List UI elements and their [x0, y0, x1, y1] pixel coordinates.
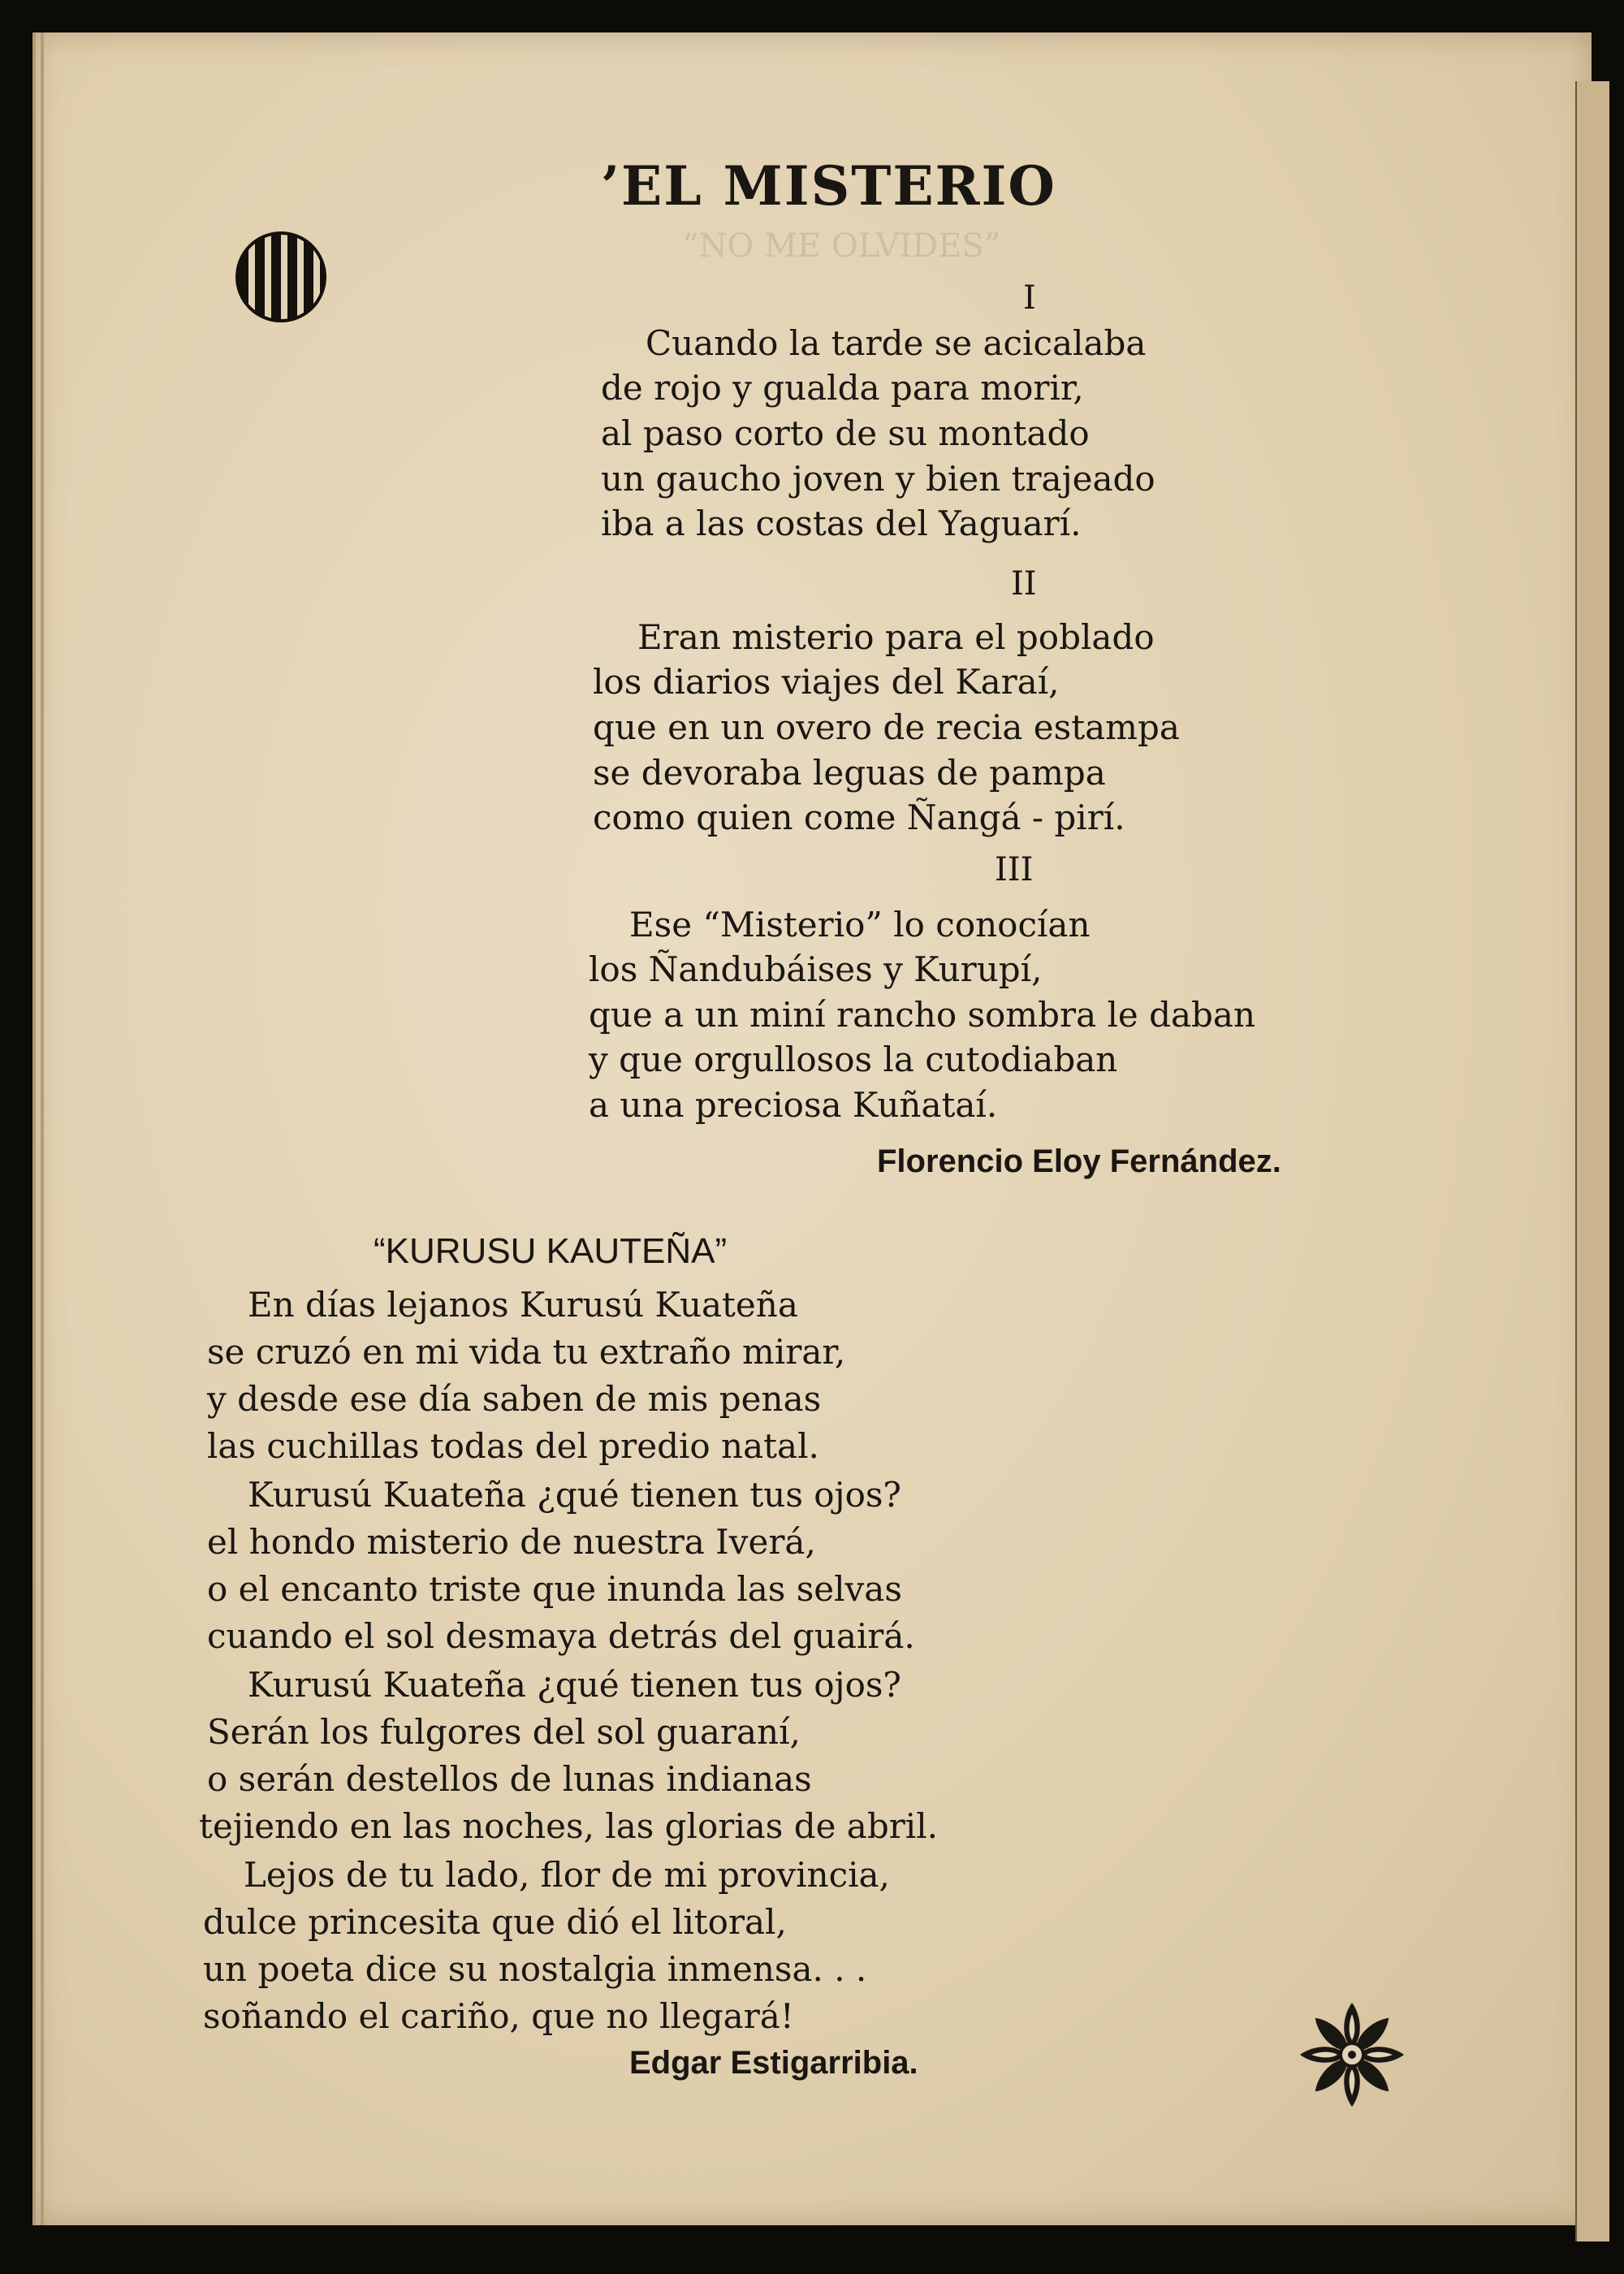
poem-line: los diarios viajes del Karaí,: [593, 662, 1060, 702]
poem-line: y desde ese día saben de mis penas: [207, 1379, 822, 1419]
poem-line: un poeta dice su nostalgia inmensa. . .: [203, 1949, 867, 1989]
poem2-author: Edgar Estigarribia.: [629, 2045, 918, 2081]
poem-line: soñando el cariño, que no llegará!: [203, 1996, 794, 2036]
poem1-author: Florencio Eloy Fernández.: [877, 1143, 1281, 1179]
poem-line: o serán destellos de lunas indianas: [207, 1759, 812, 1799]
poem-line: cuando el sol desmaya detrás del guairá.: [207, 1616, 915, 1656]
bleed-through-text: “NO ME OLVIDES”: [682, 227, 1001, 265]
poem-line: el hondo misterio de nuestra Iverá,: [207, 1522, 816, 1562]
poem-line: un gaucho joven y bien trajeado: [601, 459, 1155, 499]
poem-line: dulce princesita que dió el litoral,: [203, 1902, 787, 1942]
poem-line: iba a las costas del Yaguarí.: [601, 504, 1082, 543]
poem-line: al paso corto de su montado: [601, 413, 1090, 453]
poem-line: Kurusú Kuateña ¿qué tienen tus ojos?: [248, 1475, 901, 1515]
poem1-title: ’EL MISTERIO: [601, 154, 1056, 218]
poem-line: Kurusú Kuateña ¿qué tienen tus ojos?: [248, 1665, 901, 1705]
poem-line: y que orgullosos la cutodiaban: [589, 1040, 1118, 1079]
poem-line: se cruzó en mi vida tu extraño mirar,: [207, 1332, 846, 1372]
book-page: [32, 32, 1592, 2225]
poem-line: se devoraba leguas de pampa: [593, 753, 1106, 793]
stanza-numeral: I: [1023, 279, 1036, 317]
poem-line: que a un miní rancho sombra le daban: [589, 995, 1256, 1035]
flower-icon: [1295, 1998, 1409, 2112]
stanza-numeral: II: [1011, 565, 1037, 603]
page-edge-left: [32, 32, 36, 2225]
poem-line: de rojo y gualda para morir,: [601, 368, 1084, 408]
poem-line: Serán los fulgores del sol guaraní,: [207, 1712, 801, 1752]
poem-line: o el encanto triste que inunda las selvas: [207, 1569, 902, 1609]
stanza-numeral: III: [995, 851, 1034, 888]
poem2-title: “KURUSU KAUTEÑA”: [374, 1231, 728, 1271]
poem-line: que en un overo de recia estampa: [593, 707, 1180, 747]
poem-line: Eran misterio para el poblado: [637, 617, 1155, 657]
page-edge-left-2: [41, 32, 44, 2225]
page-right-edge: [1575, 81, 1609, 2242]
poem-line: Cuando la tarde se acicalaba: [646, 323, 1147, 363]
poem-line: En días lejanos Kurusú Kuateña: [248, 1285, 798, 1325]
poem-line: los Ñandubáises y Kurupí,: [589, 949, 1043, 989]
poem-line: tejiendo en las noches, las glorias de abril.: [199, 1806, 939, 1846]
poem-line: las cuchillas todas del predio natal.: [207, 1426, 819, 1466]
poem-line: Lejos de tu lado, flor de mi provincia,: [244, 1855, 890, 1895]
poem-line: a una preciosa Kuñataí.: [589, 1085, 998, 1125]
striped-circle-icon: [235, 231, 326, 322]
poem-line: como quien come Ñangá - pirí.: [593, 798, 1125, 837]
poem-line: Ese “Misterio” lo conocían: [629, 905, 1091, 945]
